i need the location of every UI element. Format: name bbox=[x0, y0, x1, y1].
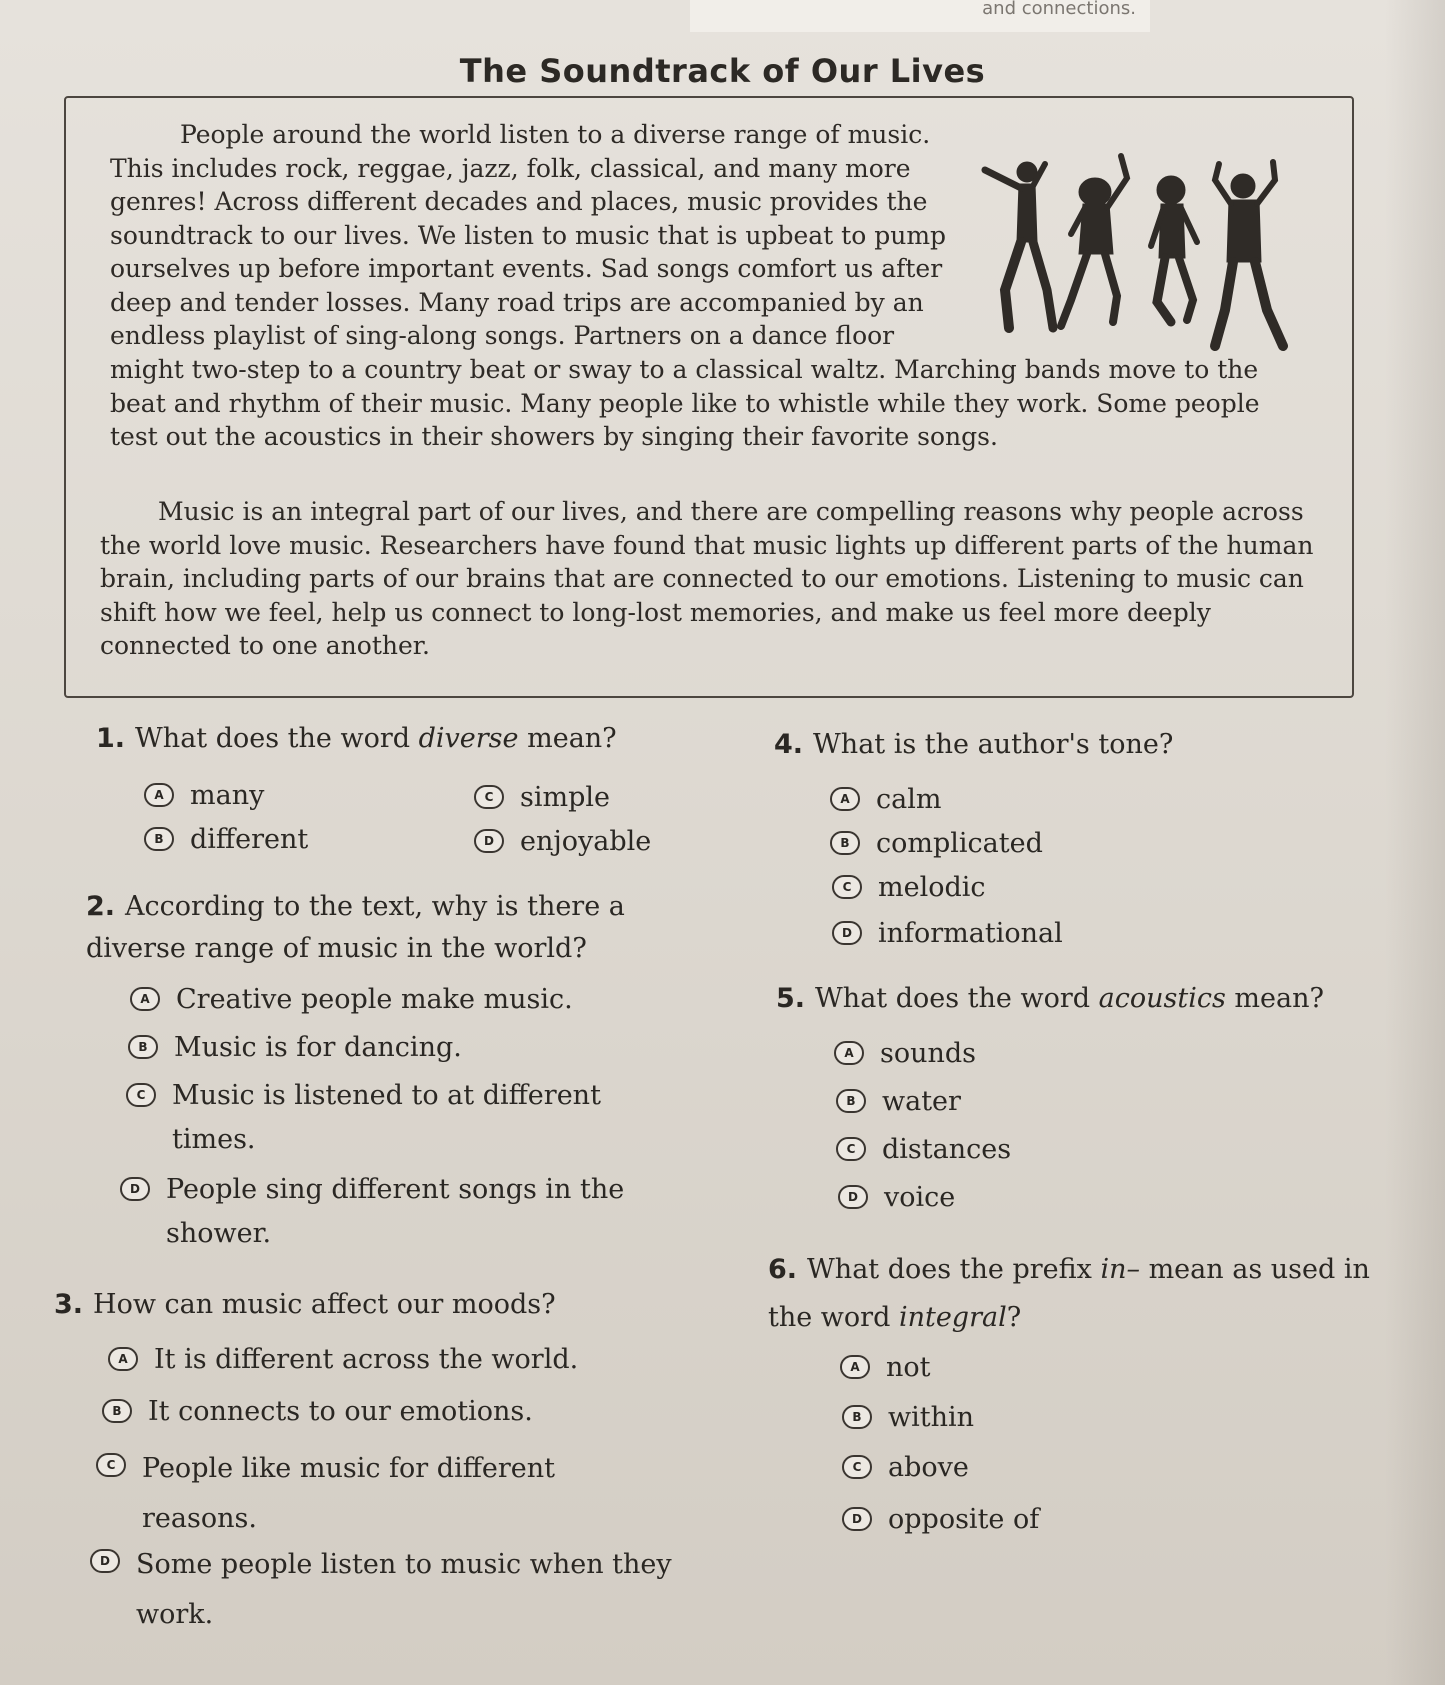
question-6: 6. What does the prefix in– mean as used in the word integral? bbox=[768, 1254, 1370, 1333]
q1-option-b[interactable]: B different bbox=[144, 818, 308, 862]
answer-bubble[interactable]: C bbox=[126, 1083, 156, 1107]
q4-option-c[interactable]: C melodic bbox=[832, 866, 986, 910]
q3-option-c[interactable]: C People like music for different reasons. bbox=[96, 1444, 616, 1544]
answer-bubble[interactable]: C bbox=[832, 875, 862, 899]
answer-bubble[interactable]: C bbox=[836, 1137, 866, 1161]
question-number: 1. bbox=[96, 723, 126, 754]
running-header: and connections. bbox=[690, 0, 1150, 32]
q6-option-b[interactable]: B within bbox=[842, 1396, 974, 1440]
answer-bubble[interactable]: A bbox=[834, 1041, 864, 1065]
q1-option-a[interactable]: A many bbox=[144, 774, 264, 818]
vocab-word: in– bbox=[1100, 1254, 1140, 1285]
question-number: 3. bbox=[54, 1289, 84, 1320]
q6-option-d[interactable]: D opposite of bbox=[842, 1498, 1039, 1542]
question-number: 6. bbox=[768, 1254, 798, 1285]
answer-bubble[interactable]: D bbox=[120, 1177, 150, 1201]
q1-option-d[interactable]: D enjoyable bbox=[474, 820, 651, 864]
answer-bubble[interactable]: B bbox=[830, 831, 860, 855]
q6-option-c[interactable]: C above bbox=[842, 1446, 969, 1490]
q5-option-b[interactable]: B water bbox=[836, 1080, 961, 1124]
passage-paragraph-2: Music is an integral part of our lives, and there are compelling reasons why people across the world love music. Researchers have found that music lights up different parts of the human brain, including parts of our brains that are connected to our emotions. Listening to music can shift how we feel, help us connect to long-lost memories, and make us feel more deeply connected to one another. bbox=[100, 497, 1314, 660]
q3-option-d[interactable]: D Some people listen to music when they work. bbox=[90, 1540, 690, 1640]
q2-option-c[interactable]: C Music is listened to at different times. bbox=[126, 1074, 646, 1162]
answer-bubble[interactable]: C bbox=[842, 1455, 872, 1479]
answer-bubble[interactable]: A bbox=[108, 1347, 138, 1371]
answer-bubble[interactable]: B bbox=[842, 1405, 872, 1429]
question-3: 3. How can music affect our moods? bbox=[54, 1289, 556, 1320]
q5-option-d[interactable]: D voice bbox=[838, 1176, 955, 1220]
answer-bubble[interactable]: B bbox=[102, 1399, 132, 1423]
q2-option-d[interactable]: D People sing different songs in the shower. bbox=[120, 1168, 680, 1256]
q5-option-c[interactable]: C distances bbox=[836, 1128, 1011, 1172]
answer-bubble[interactable]: A bbox=[144, 783, 174, 807]
question-number: 4. bbox=[774, 729, 804, 760]
answer-bubble[interactable]: D bbox=[474, 829, 504, 853]
page-title: The Soundtrack of Our Lives bbox=[459, 52, 986, 90]
q2-option-a[interactable]: A Creative people make music. bbox=[130, 978, 690, 1022]
passage-paragraph-1-continued: might two-step to a country beat or sway to a classical waltz. Marching bands move to the beat and rhythm of their music. Many people like to whistle while they work. Some people test out the acoustics in their showers by singing their favorite songs. bbox=[110, 355, 1260, 451]
answer-bubble[interactable]: A bbox=[840, 1355, 870, 1379]
dancers-illustration bbox=[975, 150, 1305, 370]
question-2: 2. According to the text, why is there a diverse range of music in the world? bbox=[86, 891, 625, 964]
answer-bubble[interactable]: D bbox=[90, 1549, 120, 1573]
q4-option-b[interactable]: B complicated bbox=[830, 822, 1043, 866]
answer-bubble[interactable]: B bbox=[128, 1035, 158, 1059]
vocab-word: diverse bbox=[418, 723, 519, 754]
q6-option-a[interactable]: A not bbox=[840, 1346, 931, 1390]
q2-option-b[interactable]: B Music is for dancing. bbox=[128, 1026, 688, 1070]
answer-bubble[interactable]: C bbox=[96, 1453, 126, 1477]
page-edge-shadow bbox=[1385, 0, 1445, 1685]
q4-option-d[interactable]: D informational bbox=[832, 912, 1063, 956]
answer-bubble[interactable]: B bbox=[144, 827, 174, 851]
question-number: 2. bbox=[86, 891, 116, 922]
q3-option-a[interactable]: A It is different across the world. bbox=[108, 1338, 708, 1382]
passage-paragraph-1: People around the world listen to a diverse range of music. This includes rock, reggae, jazz, folk, classical, and many more genres! Across different decades and places, music provides the soundtrack to our lives. We listen to music that is upbeat to pump ourselves up before important events. Sad songs comfort us after deep and tender losses. Many road trips are accompanied by an endless playlist of sing-along songs. Partners on a dance floor bbox=[110, 120, 947, 350]
question-4: 4. What is the author's tone? bbox=[774, 729, 1174, 760]
q1-option-c[interactable]: C simple bbox=[474, 776, 610, 820]
question-1: 1. What does the word diverse mean? bbox=[96, 723, 617, 754]
vocab-word: integral bbox=[898, 1302, 1007, 1333]
q4-option-a[interactable]: A calm bbox=[830, 778, 941, 822]
q3-option-b[interactable]: B It connects to our emotions. bbox=[102, 1390, 702, 1434]
answer-bubble[interactable]: B bbox=[836, 1089, 866, 1113]
question-5: 5. What does the word acoustics mean? bbox=[776, 983, 1324, 1014]
answer-bubble[interactable]: A bbox=[830, 787, 860, 811]
question-number: 5. bbox=[776, 983, 806, 1014]
answer-bubble[interactable]: D bbox=[832, 921, 862, 945]
answer-bubble[interactable]: C bbox=[474, 785, 504, 809]
vocab-word: acoustics bbox=[1098, 983, 1226, 1014]
answer-bubble[interactable]: D bbox=[842, 1507, 872, 1531]
q5-option-a[interactable]: A sounds bbox=[834, 1032, 976, 1076]
answer-bubble[interactable]: A bbox=[130, 987, 160, 1011]
answer-bubble[interactable]: D bbox=[838, 1185, 868, 1209]
